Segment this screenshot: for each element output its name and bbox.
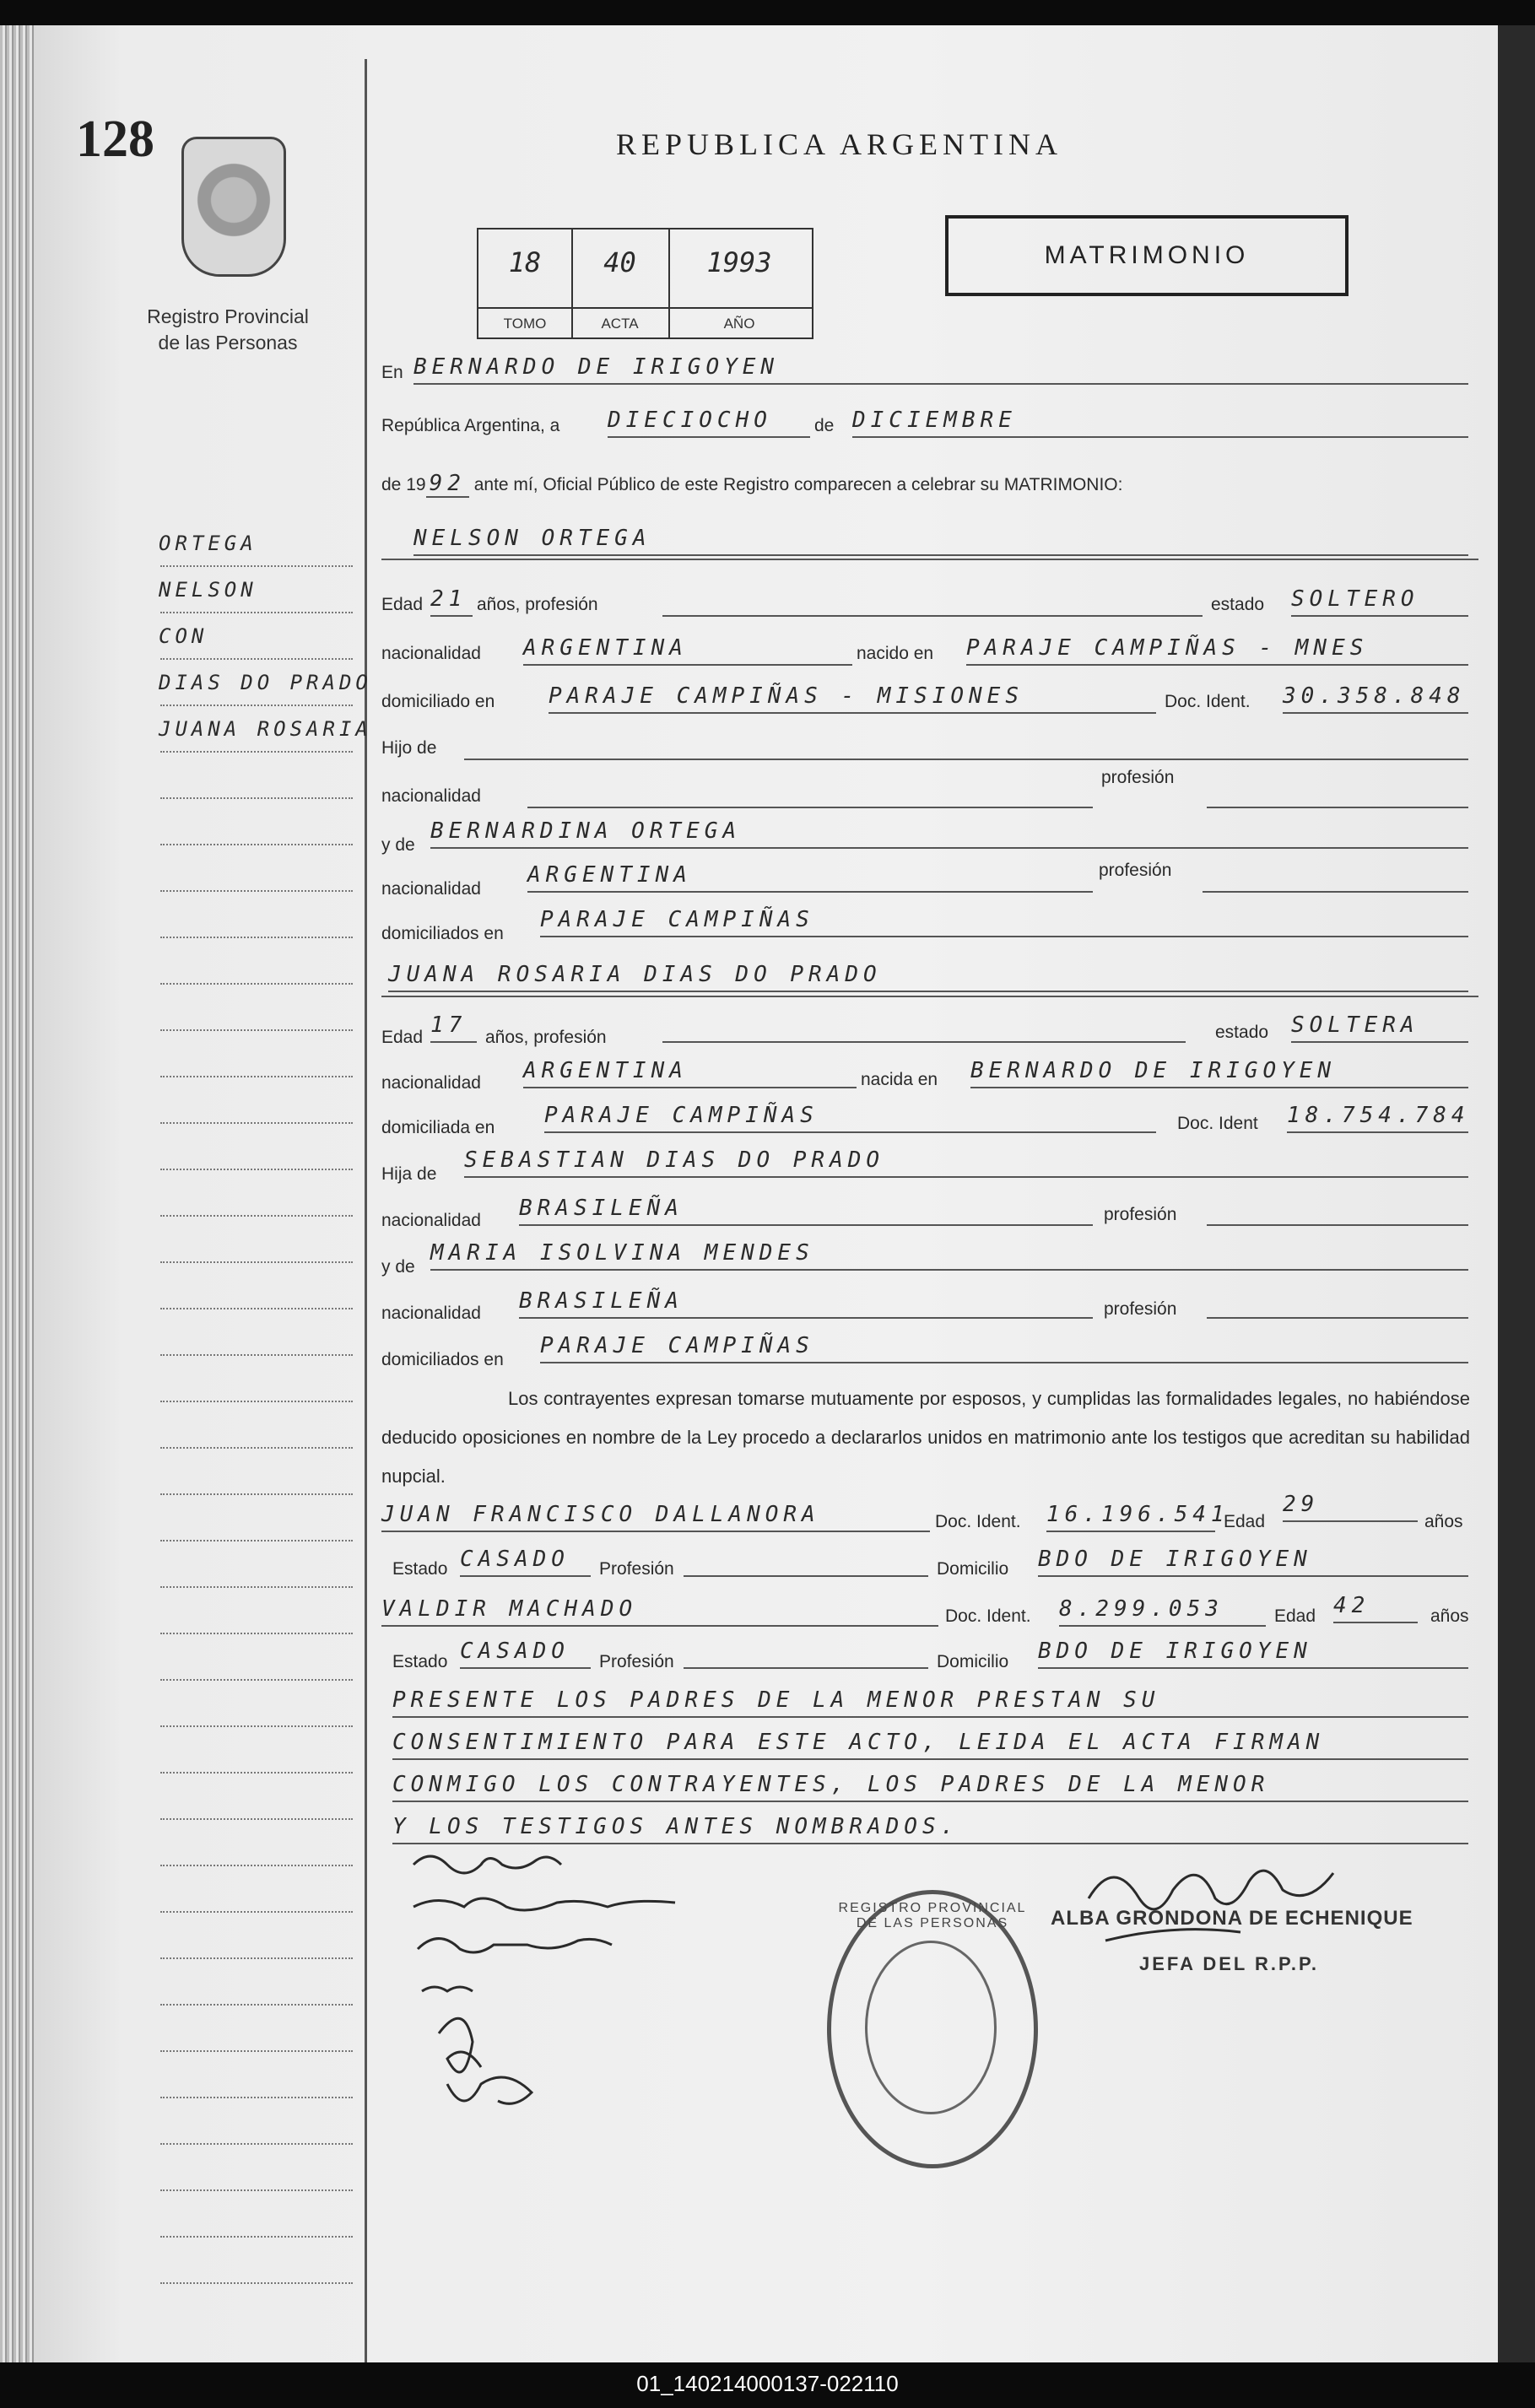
margin-name: NELSON xyxy=(159,578,257,602)
bride-born-label: nacida en xyxy=(861,1070,938,1089)
note-line-4: Y LOS TESTIGOS ANTES NOMBRADOS. xyxy=(392,1814,1468,1844)
groom-father-nat-label: nacionalidad xyxy=(381,786,481,806)
year-row xyxy=(381,471,1122,496)
registry-line-2: de las Personas xyxy=(158,332,298,354)
bride-father-label: Hija de xyxy=(381,1164,437,1184)
margin-ruled-line xyxy=(160,1540,353,1541)
groom-name: NELSON ORTEGA xyxy=(413,526,1468,556)
registry-line-1: Registro Provincial xyxy=(147,305,309,327)
groom-born-label: nacido en xyxy=(857,644,934,663)
groom-age-value: 21 xyxy=(430,586,473,617)
ano-label: AÑO xyxy=(723,316,755,332)
bride-doc-value: 18.754.784 xyxy=(1287,1103,1468,1133)
republica-label: República Argentina, a xyxy=(381,416,560,435)
witness1-age-label: Edad xyxy=(1224,1512,1266,1531)
page-title: REPUBLICA ARGENTINA xyxy=(616,127,1063,161)
groom-doc-label: Doc. Ident. xyxy=(1165,692,1251,711)
margin-ruled-line xyxy=(160,2097,353,2098)
margin-ruled-line xyxy=(160,1261,353,1263)
margin-ruled-line xyxy=(160,1586,353,1588)
margin-ruled-line xyxy=(160,2143,353,2145)
groom-nat-label: nacionalidad xyxy=(381,644,481,663)
witness1-doc-value: 16.196.541 xyxy=(1046,1502,1215,1532)
bride-born-value: BERNARDO DE IRIGOYEN xyxy=(970,1058,1468,1088)
official-title: JEFA DEL R.P.P. xyxy=(1139,1953,1319,1974)
bride-profession-label: años, profesión xyxy=(485,1028,607,1047)
act-type-box: MATRIMONIO xyxy=(945,215,1349,296)
margin-divider xyxy=(365,59,367,2362)
groom-profession-label: años, profesión xyxy=(477,595,598,614)
witness2-profession-field xyxy=(684,1639,928,1669)
margin-ruled-line xyxy=(160,1169,353,1170)
day-field: DIECIOCHO xyxy=(608,408,810,438)
en-row xyxy=(381,363,403,383)
groom-profession-field xyxy=(662,586,1203,617)
bride-father-nat-value: BRASILEÑA xyxy=(519,1196,1093,1226)
witness1-doc-label: Doc. Ident. xyxy=(935,1512,1021,1531)
groom-age-label: Edad xyxy=(381,595,424,614)
groom-doc-value: 30.358.848 xyxy=(1283,683,1468,714)
groom-dom-label: domiciliado en xyxy=(381,692,495,711)
bride-dom-value: PARAJE CAMPIÑAS xyxy=(544,1103,1156,1133)
margin-ruled-line xyxy=(160,565,353,567)
official-name: ALBA GRONDONA DE ECHENIQUE xyxy=(1051,1907,1413,1930)
witness1-dom-label: Domicilio xyxy=(937,1559,1009,1579)
bride-dom-label: domiciliada en xyxy=(381,1118,495,1137)
tomo-value: 18 xyxy=(508,246,542,278)
witness1-profession-field xyxy=(684,1547,928,1577)
groom-born-value: PARAJE CAMPIÑAS - MNES xyxy=(966,635,1468,666)
bride-mother-label: y de xyxy=(381,1257,415,1277)
groom-parents-dom-label: domiciliados en xyxy=(381,924,504,943)
margin-con: CON xyxy=(159,624,208,648)
year-prefix: de 19 xyxy=(381,475,426,494)
witness2-age-label: Edad xyxy=(1274,1606,1316,1626)
bride-father-prof-label: profesión xyxy=(1104,1205,1177,1224)
month-field: DICIEMBRE xyxy=(852,408,1468,438)
margin-ruled-line xyxy=(160,937,353,938)
margin-ruled-line xyxy=(160,658,353,660)
groom-mother-label: y de xyxy=(381,835,415,855)
witness2-doc-label: Doc. Ident. xyxy=(945,1606,1031,1626)
bride-age-label: Edad xyxy=(381,1028,424,1047)
declaration-text: Los contrayentes expresan tomarse mutuamente por esposos, y cumplidas las formalidades legales, no habiéndose deducido oposiciones en nombre de la Ley procedo a declararlos unidos en matrimonio ante los testigos que acreditan su habilidad nupcial. xyxy=(381,1388,1470,1487)
margin-ruled-line xyxy=(160,1772,353,1774)
bride-mother-nat-label: nacionalidad xyxy=(381,1304,481,1323)
groom-mother-value: BERNARDINA ORTEGA xyxy=(430,818,1468,849)
witness2-dom-value: BDO DE IRIGOYEN xyxy=(1038,1639,1468,1669)
margin-ruled-line xyxy=(160,1818,353,1820)
margin-ruled-line xyxy=(160,797,353,799)
witness2-doc-value: 8.299.053 xyxy=(1059,1596,1266,1627)
margin-ruled-line xyxy=(160,1679,353,1681)
margin-ruled-line xyxy=(160,1911,353,1913)
margin-ruled-line xyxy=(160,1076,353,1077)
margin-ruled-line xyxy=(160,1957,353,1959)
tomo-label: TOMO xyxy=(503,316,547,332)
margin-ruled-line xyxy=(160,705,353,706)
bride-doc-label: Doc. Ident xyxy=(1177,1114,1258,1133)
margin-surname: ORTEGA xyxy=(159,532,257,555)
bride-estado-label: estado xyxy=(1215,1023,1269,1042)
section-separator xyxy=(381,996,1478,997)
groom-mother-prof-label: profesión xyxy=(1099,861,1172,880)
acta-label: ACTA xyxy=(601,316,639,332)
margin-ruled-line xyxy=(160,751,353,753)
witness2-estado-label: Estado xyxy=(392,1652,448,1671)
bride-nat-label: nacionalidad xyxy=(381,1073,481,1093)
witness2-estado-value: CASADO xyxy=(460,1639,591,1669)
book-page-edges xyxy=(0,25,34,2362)
margin-ruled-line xyxy=(160,1122,353,1124)
groom-father-prof-label: profesión xyxy=(1101,768,1175,787)
groom-estado-value: SOLTERO xyxy=(1291,586,1468,617)
note-line-2: CONSENTIMIENTO PARA ESTE ACTO, LEIDA EL ACTA FIRMAN xyxy=(392,1730,1468,1760)
stamp-text: REGISTRO PROVINCIAL DE LAS PERSONAS xyxy=(838,1901,1027,1930)
bride-mother-prof-field xyxy=(1207,1288,1468,1319)
registry-name xyxy=(101,304,354,356)
intro-statement: ante mí, Oficial Público de este Registro comparecen a celebrar su MATRIMONIO: xyxy=(473,475,1123,494)
witness2-profession-label: Profesión xyxy=(599,1652,674,1671)
provincial-seal-icon xyxy=(181,137,286,277)
margin-ruled-line xyxy=(160,844,353,845)
margin-ruled-line xyxy=(160,2236,353,2238)
bride-age-value: 17 xyxy=(430,1012,477,1043)
note-line-1: PRESENTE LOS PADRES DE LA MENOR PRESTAN SU xyxy=(392,1687,1468,1718)
witness2-age-value: 42 xyxy=(1333,1593,1418,1623)
witness2-dom-label: Domicilio xyxy=(937,1652,1009,1671)
book-spine xyxy=(1498,25,1535,2362)
section-separator xyxy=(381,559,1478,560)
ano-value: 1993 xyxy=(706,246,772,278)
margin-ruled-line xyxy=(160,612,353,613)
witness1-age-value: 29 xyxy=(1283,1492,1418,1522)
bride-father-value: SEBASTIAN DIAS DO PRADO xyxy=(464,1147,1468,1178)
groom-age-row xyxy=(381,595,423,615)
bride-mother-value: MARIA ISOLVINA MENDES xyxy=(430,1240,1468,1271)
margin-ruled-line xyxy=(160,1215,353,1217)
groom-parents-dom-value: PARAJE CAMPIÑAS xyxy=(540,907,1468,937)
margin-ruled-line xyxy=(160,890,353,892)
groom-father-nat-field xyxy=(527,778,1093,808)
republica-row xyxy=(381,416,559,436)
groom-mother-nat-value: ARGENTINA xyxy=(527,862,1093,893)
witness1-dom-value: BDO DE IRIGOYEN xyxy=(1038,1547,1468,1577)
groom-father-label: Hijo de xyxy=(381,738,437,758)
bride-father-nat-label: nacionalidad xyxy=(381,1211,481,1230)
groom-nat-value: ARGENTINA xyxy=(523,635,852,666)
groom-estado-label: estado xyxy=(1211,595,1265,614)
groom-mother-prof-field xyxy=(1203,862,1468,893)
bride-father-prof-field xyxy=(1207,1196,1468,1226)
note-line-3: CONMIGO LOS CONTRAYENTES, LOS PADRES DE LA MENOR xyxy=(392,1772,1468,1802)
witness1-estado-label: Estado xyxy=(392,1559,448,1579)
margin-bride-surname: DIAS DO PRADO xyxy=(159,671,372,694)
margin-ruled-line xyxy=(160,1493,353,1495)
margin-bride-name: JUANA ROSARIA xyxy=(159,717,372,741)
margin-ruled-line xyxy=(160,2004,353,2006)
witness1-estado-value: CASADO xyxy=(460,1547,591,1577)
witness2-years-label: años xyxy=(1430,1606,1469,1626)
document-page xyxy=(34,25,1498,2362)
margin-ruled-line xyxy=(160,1308,353,1309)
margin-ruled-line xyxy=(160,2189,353,2191)
witness2-name: VALDIR MACHADO xyxy=(381,1596,938,1627)
margin-ruled-line xyxy=(160,983,353,985)
bride-parents-dom-label: domiciliados en xyxy=(381,1350,504,1369)
margin-ruled-line xyxy=(160,1354,353,1356)
place-field: BERNARDO DE IRIGOYEN xyxy=(413,354,1468,385)
image-id-caption: 01_140214000137-022110 xyxy=(636,2371,899,2396)
witness1-name: JUAN FRANCISCO DALLANORA xyxy=(381,1502,930,1532)
witness1-years-label: años xyxy=(1424,1512,1463,1531)
bride-name: JUANA ROSARIA DIAS DO PRADO xyxy=(388,962,1468,992)
margin-ruled-line xyxy=(160,1401,353,1402)
record-box xyxy=(477,228,813,339)
page-number: 128 xyxy=(76,111,154,168)
party-signatures xyxy=(397,1839,835,2160)
bride-parents-dom-value: PARAJE CAMPIÑAS xyxy=(540,1333,1468,1363)
bride-mother-prof-label: profesión xyxy=(1104,1299,1177,1319)
witness1-profession-label: Profesión xyxy=(599,1559,674,1579)
year-value: 92 xyxy=(426,471,469,498)
groom-mother-nat-label: nacionalidad xyxy=(381,879,481,899)
margin-ruled-line xyxy=(160,1029,353,1031)
groom-father-prof-field xyxy=(1207,778,1468,808)
groom-dom-value: PARAJE CAMPIÑAS - MISIONES xyxy=(549,683,1156,714)
bride-profession-field xyxy=(662,1012,1186,1043)
en-label: En xyxy=(381,363,403,382)
acta-value: 40 xyxy=(603,246,636,278)
margin-ruled-line xyxy=(160,1865,353,1866)
bride-estado-value: SOLTERA xyxy=(1291,1012,1468,1043)
margin-ruled-line xyxy=(160,1633,353,1634)
groom-father-field xyxy=(464,730,1468,760)
margin-ruled-line xyxy=(160,2050,353,2052)
margin-ruled-line xyxy=(160,2282,353,2284)
de-label: de xyxy=(814,416,835,435)
bride-nat-value: ARGENTINA xyxy=(523,1058,857,1088)
margin-ruled-line xyxy=(160,1447,353,1449)
bride-mother-nat-value: BRASILEÑA xyxy=(519,1288,1093,1319)
margin-ruled-line xyxy=(160,1725,353,1727)
official-stamp xyxy=(827,1890,1038,2168)
